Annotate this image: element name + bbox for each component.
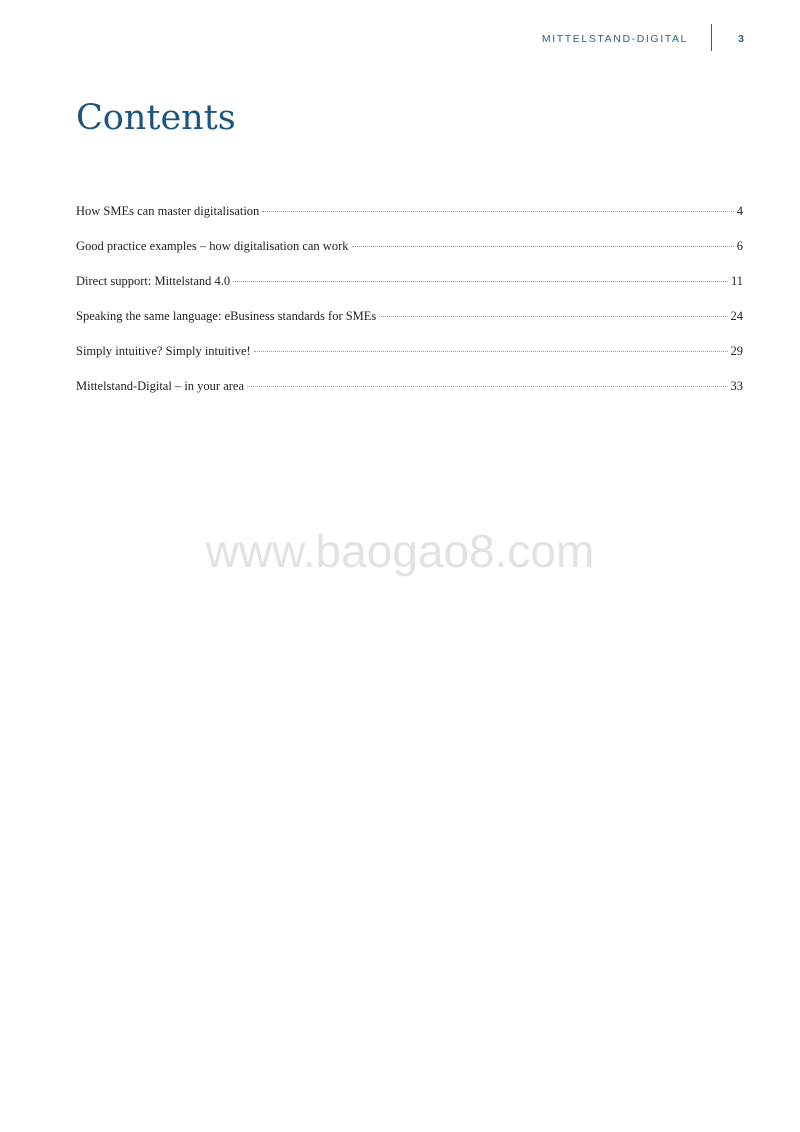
- toc-dot-leader: [247, 386, 727, 387]
- toc-entry-page: 24: [730, 309, 743, 323]
- toc-entry-label: Good practice examples – how digitalisation can work: [76, 239, 349, 253]
- toc-entry-label: How SMEs can master digitalisation: [76, 204, 260, 218]
- toc-entry-page: 6: [736, 239, 743, 253]
- toc-entry[interactable]: [76, 344, 743, 379]
- toc-entry-label: Simply intuitive? Simply intuitive!: [76, 344, 251, 358]
- toc-entry[interactable]: [76, 379, 743, 414]
- toc-entry-page: 4: [736, 204, 743, 218]
- toc-entry[interactable]: [76, 239, 743, 274]
- toc-entry[interactable]: [76, 274, 743, 309]
- toc-dot-leader: [352, 246, 734, 247]
- toc-entry-page: 29: [730, 344, 743, 358]
- running-header: MITTELSTAND-DIGITAL: [541, 33, 688, 45]
- toc-entry[interactable]: [76, 204, 743, 239]
- toc-entry-label: Speaking the same language: eBusiness standards for SMEs: [76, 309, 377, 323]
- toc-entry-label: Mittelstand-Digital – in your area: [76, 379, 245, 393]
- toc-entry-label: Direct support: Mittelstand 4.0: [76, 274, 231, 288]
- toc-entry-page: 33: [730, 379, 743, 393]
- toc-dot-leader: [379, 316, 727, 317]
- toc-entry[interactable]: [76, 309, 743, 344]
- watermark: www.baogao8.com: [205, 525, 595, 577]
- table-of-contents: [76, 204, 743, 414]
- toc-entry-page: 11: [730, 274, 743, 288]
- toc-dot-leader: [254, 351, 728, 352]
- page-number: 3: [738, 33, 744, 45]
- toc-dot-leader: [233, 281, 728, 282]
- page-title: Contents: [76, 98, 236, 138]
- header-divider: [711, 24, 712, 51]
- toc-dot-leader: [262, 211, 733, 212]
